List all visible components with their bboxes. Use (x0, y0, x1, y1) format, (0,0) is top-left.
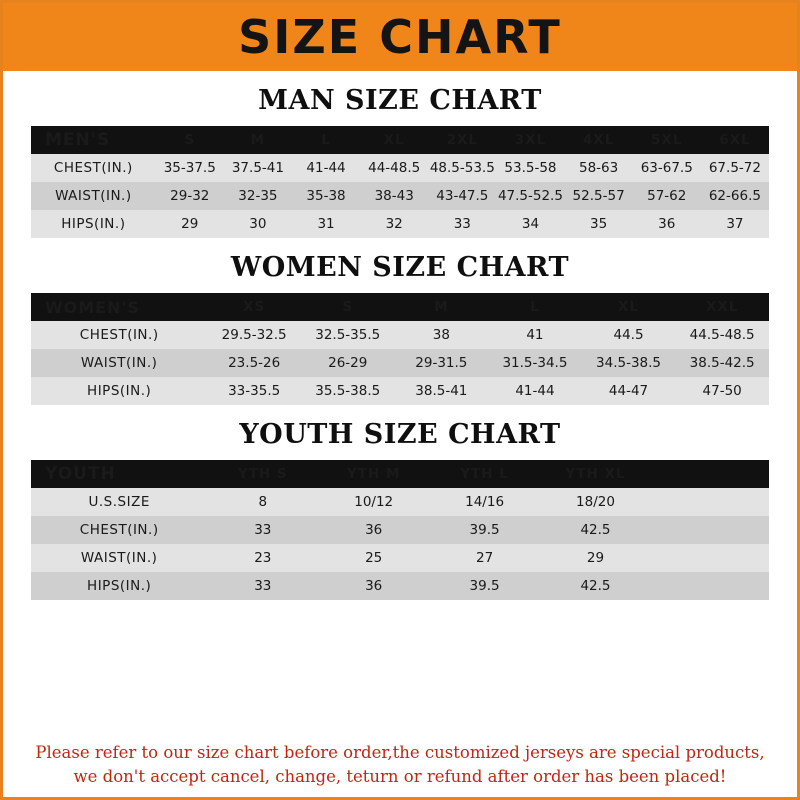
cell: 35-38 (292, 182, 360, 210)
col-header: 2XL (428, 126, 496, 154)
cell: 39.5 (429, 572, 540, 600)
cell: 36 (633, 210, 701, 238)
col-header: 4XL (565, 126, 633, 154)
page-title: SIZE CHART (238, 10, 562, 64)
col-header: XS (207, 293, 301, 321)
footer-line-2: we don't accept cancel, change, teturn or refund after order has been placed! (73, 767, 727, 787)
col-header: 5XL (633, 126, 701, 154)
cell: 31 (292, 210, 360, 238)
cell-spacer (651, 544, 769, 572)
table-row (31, 572, 769, 600)
cell: 14/16 (429, 488, 540, 516)
cell: 29.5-32.5 (207, 321, 301, 349)
cell: 39.5 (429, 516, 540, 544)
cell-spacer (651, 516, 769, 544)
table-row (31, 377, 769, 405)
cell: 62-66.5 (701, 182, 769, 210)
row-label: CHEST(IN.) (31, 154, 156, 182)
cell: 32.5-35.5 (301, 321, 395, 349)
table-header-row (31, 126, 769, 154)
cell: 29-31.5 (395, 349, 489, 377)
cell: 44.5 (582, 321, 676, 349)
cell: 41-44 (292, 154, 360, 182)
men-section (3, 85, 797, 238)
women-size-table (31, 293, 769, 405)
col-header: YOUTH (31, 460, 207, 488)
cell: 42.5 (540, 516, 651, 544)
col-header: 6XL (701, 126, 769, 154)
cell: 36 (318, 572, 429, 600)
cell: 32 (360, 210, 428, 238)
cell-spacer (651, 488, 769, 516)
row-label: HIPS(IN.) (31, 377, 207, 405)
col-header: WOMEN'S (31, 293, 207, 321)
cell: 23 (207, 544, 318, 572)
col-header-spacer (651, 460, 769, 488)
cell: 33 (207, 516, 318, 544)
cell: 33-35.5 (207, 377, 301, 405)
col-header: XXL (675, 293, 769, 321)
cell: 42.5 (540, 572, 651, 600)
cell: 43-47.5 (428, 182, 496, 210)
men-size-table (31, 126, 769, 238)
women-section (3, 252, 797, 405)
cell: 29 (540, 544, 651, 572)
cell: 63-67.5 (633, 154, 701, 182)
footer-note (3, 741, 797, 789)
cell: 8 (207, 488, 318, 516)
row-label: CHEST(IN.) (31, 516, 207, 544)
table-row (31, 488, 769, 516)
cell: 36 (318, 516, 429, 544)
cell: 29 (156, 210, 224, 238)
cell: 47.5-52.5 (496, 182, 564, 210)
cell: 35.5-38.5 (301, 377, 395, 405)
col-header: M (224, 126, 292, 154)
row-label: WAIST(IN.) (31, 182, 156, 210)
cell: 34.5-38.5 (582, 349, 676, 377)
row-label: U.S.SIZE (31, 488, 207, 516)
cell: 48.5-53.5 (428, 154, 496, 182)
col-header: S (301, 293, 395, 321)
cell: 35-37.5 (156, 154, 224, 182)
table-row (31, 154, 769, 182)
col-header: YTH XL (540, 460, 651, 488)
women-section-title: WOMEN SIZE CHART (230, 252, 570, 283)
footer-line-1: Please refer to our size chart before order,the customized jerseys are special products, (35, 743, 765, 763)
table-row (31, 182, 769, 210)
cell: 41 (488, 321, 582, 349)
cell: 37.5-41 (224, 154, 292, 182)
row-label: WAIST(IN.) (31, 349, 207, 377)
cell: 57-62 (633, 182, 701, 210)
row-label: HIPS(IN.) (31, 572, 207, 600)
cell: 67.5-72 (701, 154, 769, 182)
table-row (31, 349, 769, 377)
col-header: XL (360, 126, 428, 154)
cell-spacer (651, 572, 769, 600)
cell: 10/12 (318, 488, 429, 516)
cell: 25 (318, 544, 429, 572)
cell: 44-47 (582, 377, 676, 405)
table-row (31, 544, 769, 572)
col-header: L (292, 126, 360, 154)
col-header: YTH M (318, 460, 429, 488)
cell: 38.5-41 (395, 377, 489, 405)
cell: 38-43 (360, 182, 428, 210)
youth-section-title: YOUTH SIZE CHART (239, 419, 561, 450)
cell: 31.5-34.5 (488, 349, 582, 377)
cell: 33 (428, 210, 496, 238)
col-header: YTH S (207, 460, 318, 488)
table-row (31, 516, 769, 544)
col-header: YTH L (429, 460, 540, 488)
cell: 44-48.5 (360, 154, 428, 182)
cell: 26-29 (301, 349, 395, 377)
row-label: CHEST(IN.) (31, 321, 207, 349)
cell: 41-44 (488, 377, 582, 405)
col-header: MEN'S (31, 126, 156, 154)
table-row (31, 210, 769, 238)
cell: 29-32 (156, 182, 224, 210)
row-label: WAIST(IN.) (31, 544, 207, 572)
cell: 23.5-26 (207, 349, 301, 377)
col-header: L (488, 293, 582, 321)
cell: 33 (207, 572, 318, 600)
cell: 58-63 (565, 154, 633, 182)
cell: 52.5-57 (565, 182, 633, 210)
youth-size-table (31, 460, 769, 600)
cell: 37 (701, 210, 769, 238)
cell: 32-35 (224, 182, 292, 210)
col-header: M (395, 293, 489, 321)
col-header: 3XL (496, 126, 564, 154)
table-row (31, 321, 769, 349)
row-label: HIPS(IN.) (31, 210, 156, 238)
table-header-row (31, 293, 769, 321)
page-banner (3, 3, 797, 71)
col-header: XL (582, 293, 676, 321)
youth-section (3, 419, 797, 600)
cell: 44.5-48.5 (675, 321, 769, 349)
cell: 27 (429, 544, 540, 572)
col-header: S (156, 126, 224, 154)
men-section-title: MAN SIZE CHART (258, 85, 542, 116)
cell: 47-50 (675, 377, 769, 405)
cell: 18/20 (540, 488, 651, 516)
cell: 34 (496, 210, 564, 238)
cell: 38 (395, 321, 489, 349)
cell: 30 (224, 210, 292, 238)
cell: 53.5-58 (496, 154, 564, 182)
table-header-row (31, 460, 769, 488)
cell: 35 (565, 210, 633, 238)
cell: 38.5-42.5 (675, 349, 769, 377)
